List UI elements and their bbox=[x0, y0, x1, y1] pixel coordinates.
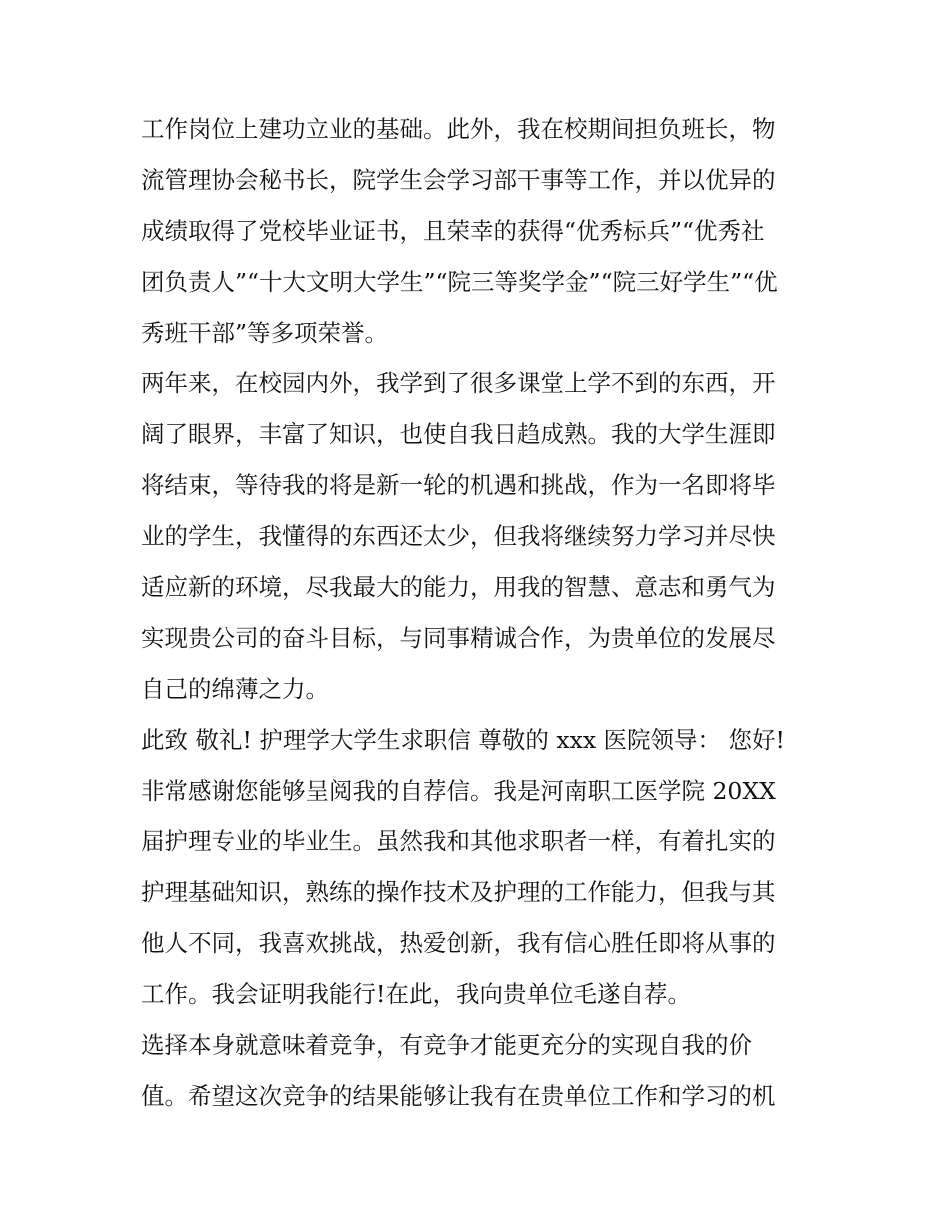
text-line: 值。希望这次竞争的结果能够让我有在贵单位工作和学习的机 bbox=[141, 1081, 776, 1110]
text-line: 秀班干部”等多项荣誉。 bbox=[141, 318, 389, 347]
text-line: 成绩取得了党校毕业证书，且荣幸的获得“优秀标兵”“优秀社 bbox=[141, 216, 765, 245]
text-line: 流管理协会秘书长，院学生会学习部干事等工作，并以优异的 bbox=[141, 165, 776, 194]
text-line: 工作岗位上建功立业的基础。此外，我在校期间担负班长，物 bbox=[141, 115, 776, 143]
paragraph-competition bbox=[141, 1020, 821, 1122]
text-line: 两年来，在校园内外，我学到了很多课堂上学不到的东西，开 bbox=[141, 369, 776, 398]
paragraph-honors bbox=[141, 104, 821, 358]
text-line: 适应新的环境，尽我最大的能力，用我的智慧、意志和勇气为 bbox=[141, 573, 776, 602]
text-line: 工作。我会证明我能行!在此，我向贵单位毛遂自荐。 bbox=[141, 980, 691, 1009]
paragraph-nursing-letter bbox=[141, 715, 821, 1020]
text-line: 护理基础知识，熟练的操作技术及护理的工作能力，但我与其 bbox=[141, 878, 776, 907]
text-line: 届护理专业的毕业生。虽然我和其他求职者一样，有着扎实的 bbox=[141, 827, 776, 856]
text-line: 此致 敬礼! 护理学大学生求职信 尊敬的 xxx 医院领导： 您好! bbox=[141, 725, 785, 754]
paragraph-two-years bbox=[141, 358, 821, 714]
text-line: 他人不同，我喜欢挑战，热爱创新，我有信心胜任即将从事的 bbox=[141, 929, 776, 958]
text-line: 将结束，等待我的将是新一轮的机遇和挑战，作为一名即将毕 bbox=[141, 471, 776, 500]
text-line: 业的学生，我懂得的东西还太少，但我将继续努力学习并尽快 bbox=[141, 522, 776, 551]
document-body bbox=[141, 104, 821, 1122]
text-line: 阔了眼界，丰富了知识，也使自我日趋成熟。我的大学生涯即 bbox=[141, 420, 776, 449]
text-line: 选择本身就意味着竞争，有竞争才能更充分的实现自我的价 bbox=[141, 1031, 752, 1060]
text-line: 团负责人”“十大文明大学生”“院三等奖学金”“院三好学生”“优 bbox=[141, 267, 778, 296]
text-line: 实现贵公司的奋斗目标，与同事精诚合作，为贵单位的发展尽 bbox=[141, 623, 776, 652]
text-line: 自己的绵薄之力。 bbox=[141, 674, 329, 703]
text-line: 非常感谢您能够呈阅我的自荐信。我是河南职工医学院 20XX bbox=[141, 776, 776, 805]
